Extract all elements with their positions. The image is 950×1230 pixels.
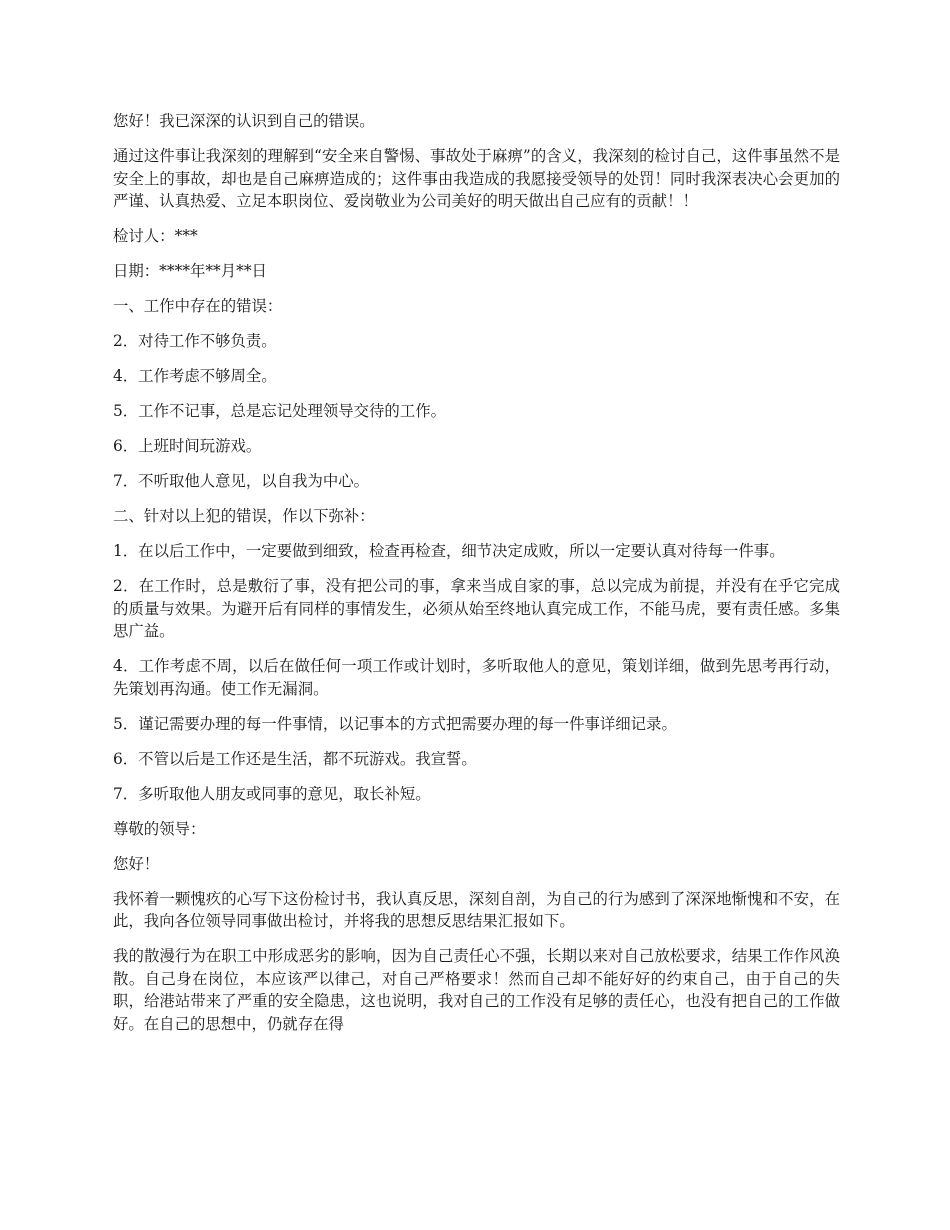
remedy-item: 7．多听取他人朋友或同事的意见，取长补短。 [113, 784, 431, 803]
salutation-line: 尊敬的领导： [113, 819, 206, 838]
remedy-item: 4．工作考虑不周，以后在做任何一项工作或计划时，多听取他人的意见，策划详细，做到先思考再行动，先策划再沟通。使工作无漏洞。 [113, 657, 840, 698]
error-item: 7．不听取他人意见，以自我为中心。 [113, 472, 370, 490]
signer-line: 检讨人：*** [113, 227, 198, 245]
reflection-paragraph: 通过这件事让我深刻的理解到“安全来自警惕、事故处于麻痹”的含义，我深刻的检讨自己，这件事虽然不是安全上的事故，却也是自己麻痹造成的；这件事由我造成的我愿接受领导的处罚！同时我深表决心会更加的严谨、认真热爱、立足本职岗位、爱岗敬业为公司美好的明天做出自己应有的贡献！！ [113, 147, 840, 210]
body-paragraph: 我怀着一颗愧疚的心写下这份检讨书，我认真反思，深刻自剖，为自己的行为感到了深深地惭愧和不安，在此，我向各位领导同事做出检讨，并将我的思想反思结果汇报如下。 [113, 889, 840, 930]
remedy-item: 5．谨记需要办理的每一件事情，以记事本的方式把需要办理的每一件事详细记录。 [113, 714, 677, 733]
date-line: 日期：****年**月**日 [113, 262, 267, 280]
greeting-line: 您好！ [113, 854, 160, 873]
error-item: 5．工作不记事，总是忘记处理领导交待的工作。 [113, 402, 446, 420]
remedy-item: 2．在工作时，总是敷衍了事，没有把公司的事，拿来当成自家的事，总以完成为前提，并没有在乎它完成的质量与效果。为避开后有同样的事情发生，必须从始至终地认真完成工作，不能马虎，要有责任感。多集思广益。 [113, 577, 840, 640]
document-body [113, 110, 840, 1048]
error-item: 6．上班时间玩游戏。 [113, 437, 262, 455]
section-heading-errors: 一、工作中存在的错误： [113, 297, 283, 315]
greeting-paragraph: 您好！我已深深的认识到自己的错误。 [113, 112, 375, 130]
error-item: 2．对待工作不够负责。 [113, 332, 277, 350]
body-paragraph: 我的散漫行为在职工中形成恶劣的影响，因为自己责任心不强，长期以来对自己放松要求，结果工作作风涣散。自己身在岗位，本应该严以律己，对自己严格要求！然而自己却不能好好的约束自己，由于自己的失职，给港站带来了严重的安全隐患，这也说明，我对自己的工作没有足够的责任心，也没有把自己的工作做好。在自己的思想中，仍就存在得 [113, 947, 840, 1033]
section-heading-remedies: 二、针对以上犯的错误，作以下弥补： [113, 507, 375, 525]
error-item: 4．工作考虑不够周全。 [113, 367, 277, 385]
remedy-item: 6．不管以后是工作还是生活，都不玩游戏。我宣誓。 [113, 749, 477, 768]
remedy-item: 1．在以后工作中，一定要做到细致，检查再检查，细节决定成败，所以一定要认真对待每一件事。 [113, 542, 785, 560]
